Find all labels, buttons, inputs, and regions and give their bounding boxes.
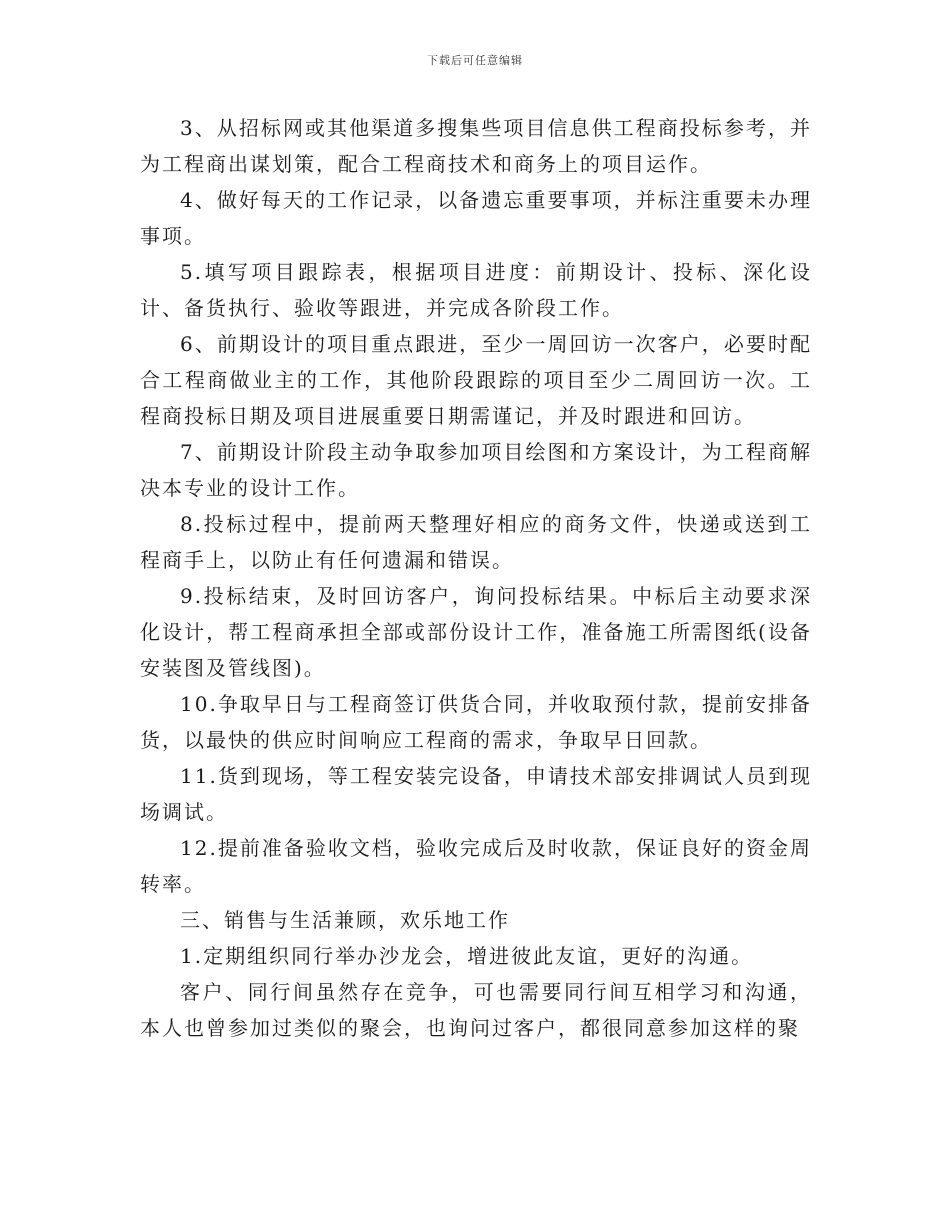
paragraph-item-11: 11.货到现场，等工程安装完设备，申请技术部安排调试人员到现场调试。 bbox=[140, 764, 812, 824]
paragraph-subitem-1: 1.定期组织同行举办沙龙会，增进彼此友谊，更好的沟通。 bbox=[180, 944, 754, 968]
paragraph-item-4: 4、做好每天的工作记录，以备遗忘重要事项，并标注重要未办理事项。 bbox=[140, 188, 812, 248]
paragraph-body: 客户、同行间虽然存在竞争，可也需要同行间互相学习和沟通，本人也曾参加过类似的聚会，也询问过客户，都很同意参加这样的聚 bbox=[140, 980, 812, 1040]
paragraph-item-5: 5.填写项目跟踪表，根据项目进度：前期设计、投标、深化设计、备货执行、验收等跟进，并完成各阶段工作。 bbox=[140, 260, 812, 320]
paragraph-item-12: 12.提前准备验收文档，验收完成后及时收款，保证良好的资金周转率。 bbox=[140, 836, 812, 896]
paragraph-item-3: 3、从招标网或其他渠道多搜集些项目信息供工程商投标参考，并为工程商出谋划策，配合工程商技术和商务上的项目运作。 bbox=[140, 116, 812, 176]
paragraph-item-10: 10.争取早日与工程商签订供货合同，并收取预付款，提前安排备货，以最快的供应时间响应工程商的需求，争取早日回款。 bbox=[140, 692, 812, 752]
paragraph-item-6: 6、前期设计的项目重点跟进，至少一周回访一次客户，必要时配合工程商做业主的工作，其他阶段跟踪的项目至少二周回访一次。工程商投标日期及项目进展重要日期需谨记，并及时跟进和回访。 bbox=[140, 332, 812, 428]
document-body bbox=[140, 110, 812, 1046]
paragraph-item-9: 9.投标结束，及时回访客户，询问投标结果。中标后主动要求深化设计，帮工程商承担全部或部份设计工作，准备施工所需图纸(设备安装图及管线图)。 bbox=[140, 584, 812, 680]
paragraph-item-7: 7、前期设计阶段主动争取参加项目绘图和方案设计，为工程商解决本专业的设计工作。 bbox=[140, 440, 812, 500]
paragraph-item-8: 8.投标过程中，提前两天整理好相应的商务文件，快递或送到工程商手上，以防止有任何遗漏和错误。 bbox=[140, 512, 812, 572]
section-heading: 三、销售与生活兼顾，欢乐地工作 bbox=[180, 908, 510, 932]
page-header: 下载后可任意编辑 bbox=[427, 54, 523, 67]
